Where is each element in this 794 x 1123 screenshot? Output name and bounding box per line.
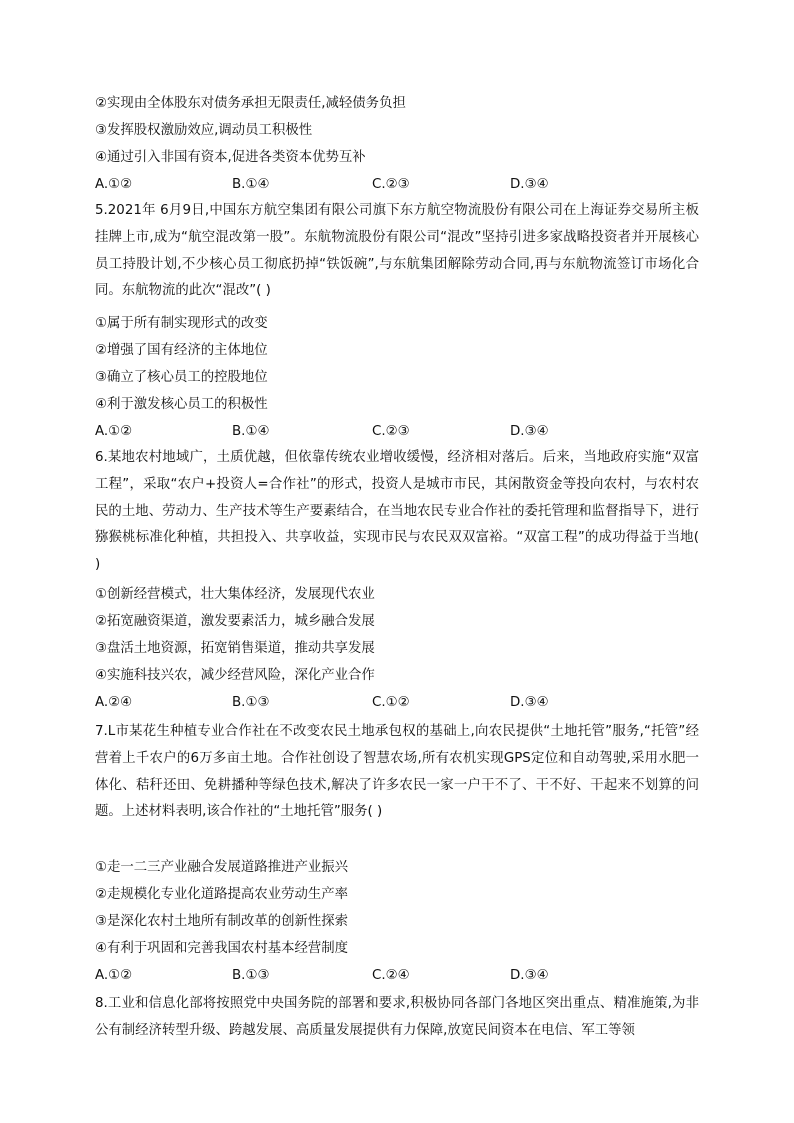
q7-choice-d: D.③④ [510, 968, 549, 983]
q7-option-2: ②走规模化专业化道路提高农业劳动生产率 [95, 887, 349, 902]
q4-option-3: ③发挥股权激励效应,调动员工积极性 [95, 123, 313, 138]
q7-choice-a: A.①② [95, 968, 133, 983]
q6-option-1: ①创新经营模式，壮大集体经济，发展现代农业 [95, 587, 375, 602]
q8-stem: 8.工业和信息化部将按照党中央国务院的部署和要求,积极协同各部门各地区突出重点、精准施策,为非公有制经济转型升级、跨越发展、高质量发展提供有力保障,放宽民间资本在电信、军工等领 [95, 996, 699, 1038]
q5-option-3: ③确立了核心员工的控股地位 [95, 370, 268, 385]
q5-stem: 5.2021年 6月9日,中国东方航空集团有限公司旗下东方航空物流股份有限公司在上海证券交易所主板挂牌上市,成为“航空混改第一股”。东航物流股份有限公司“混改”坚持引进多家战略投资者并开展核心员工持股计划,不少核心员工彻底扔掉“铁饭碗”,与东航集团解除劳动合同,再与东航物流签订市场化合同。东航物流的此次“混改”( ) [95, 203, 699, 299]
q4-option-2: ②实现由全体股东对债务承担无限责任,减轻债务负担 [95, 96, 406, 111]
q4-answer-choices [95, 175, 705, 195]
q4-choice-a: A.①② [95, 177, 133, 192]
q5-choice-c: C.②③ [372, 424, 410, 439]
q7-answer-choices [95, 966, 705, 986]
q4-choice-b: B.①④ [232, 177, 270, 192]
q7-stem: 7.L市某花生种植专业合作社在不改变农民土地承包权的基础上,向农民提供“土地托管”服务,“托管”经营着上千农户的6万多亩土地。合作社创设了智慧农场,所有农机实现GPS定位和自动驾驶,采用水肥一体化、秸秆还田、免耕播种等绿色技术,解决了许多农民一家一户干不了、干不好、干起来不划算的问题。上述材料表明,该合作社的“土地托管”服务( ) [95, 724, 699, 820]
q7-option-3: ③是深化农村土地所有制改革的创新性探索 [95, 914, 349, 929]
q5-option-1: ①属于所有制实现形式的改变 [95, 316, 268, 331]
q6-choice-b: B.①③ [232, 695, 270, 710]
q4-choice-c: C.②③ [372, 177, 410, 192]
q7-choice-b: B.①③ [232, 968, 270, 983]
q6-option-3: ③盘活土地资源，拓宽销售渠道，推动共享发展 [95, 641, 375, 656]
q4-option-4: ④通过引入非国有资本,促进各类资本优势互补 [95, 150, 366, 165]
q7-choice-c: C.②④ [372, 968, 410, 983]
q5-choice-d: D.③④ [510, 424, 549, 439]
q5-option-4: ④利于激发核心员工的积极性 [95, 397, 268, 412]
q5-choice-b: B.①④ [232, 424, 270, 439]
q6-choice-d: D.③④ [510, 695, 549, 710]
q6-choice-c: C.①② [372, 695, 410, 710]
q7-option-1: ①走一二三产业融合发展道路推进产业振兴 [95, 860, 349, 875]
q4-choice-d: D.③④ [510, 177, 549, 192]
q5-option-2: ②增强了国有经济的主体地位 [95, 343, 268, 358]
q5-choice-a: A.①② [95, 424, 133, 439]
q6-option-4: ④实施科技兴农，减少经营风险，深化产业合作 [95, 668, 375, 683]
q6-choice-a: A.②④ [95, 695, 133, 710]
q6-option-2: ②拓宽融资渠道，激发要素活力，城乡融合发展 [95, 614, 375, 629]
q6-answer-choices [95, 693, 705, 713]
q5-answer-choices [95, 422, 705, 442]
q7-option-4: ④有利于巩固和完善我国农村基本经营制度 [95, 941, 349, 956]
q6-stem: 6.某地农村地域广，土质优越，但依靠传统农业增收缓慢，经济相对落后。后来，当地政府实施“双富工程”，采取“农户+投资人=合作社”的形式，投资人是城市市民，其闲散资金等投向农村，与农村农民的土地、劳动力、生产技术等生产要素结合，在当地农民专业合作社的委托管理和监督指导下，进行猕猴桃标准化种植，共担投入、共享收益，实现市民与农民双双富裕。“双富工程”的成功得益于当地( ) [95, 450, 699, 573]
